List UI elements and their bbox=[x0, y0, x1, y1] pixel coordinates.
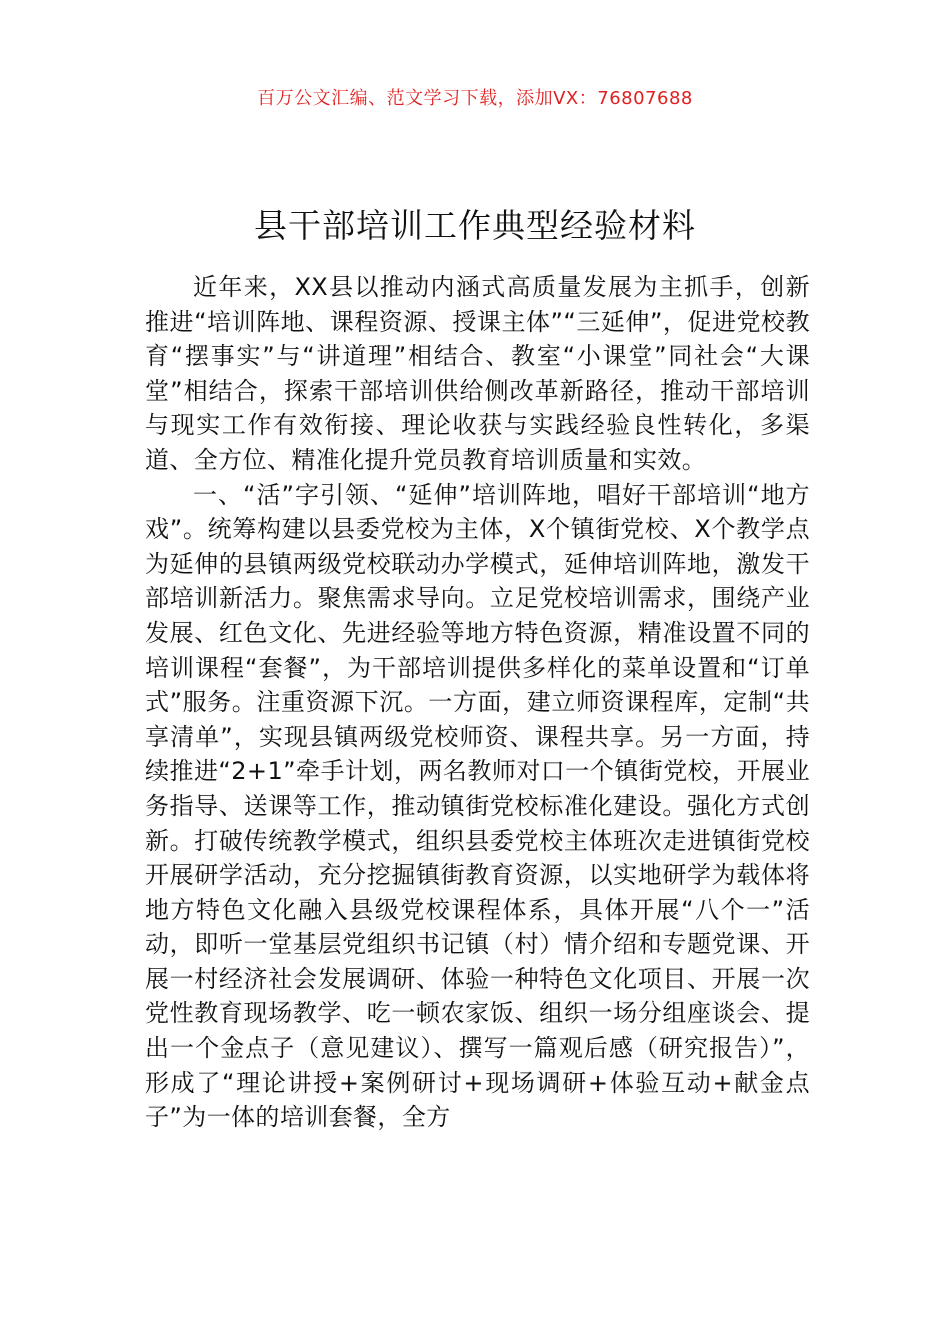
paragraph-intro: 近年来，XX县以推动内涵式高质量发展为主抓手，创新推进“培训阵地、课程资源、授课主体”“三延伸”，促进党校教育“摆事实”与“讲道理”相结合、教室“小课堂”同社会“大课堂”相结合，探索干部培训供给侧改革新路径，推动干部培训与现实工作有效衔接、理论收获与实践经验良性转化，多渠道、全方位、精准化提升党员教育培训质量和实效。 bbox=[145, 273, 810, 474]
document-body bbox=[145, 270, 810, 1135]
header-note: 百万公文汇编、范文学习下载，添加VX：76807688 bbox=[257, 88, 693, 109]
paragraph-section-one: 一、“活”字引领、“延伸”培训阵地，唱好干部培训“地方戏”。统筹构建以县委党校为主体，X个镇街党校、X个教学点为延伸的县镇两级党校联动办学模式，延伸培训阵地，激发干部培训新活力。聚焦需求导向。立足党校培训需求，围绕产业发展、红色文化、先进经验等地方特色资源，精准设置不同的培训课程“套餐”，为干部培训提供多样化的菜单设置和“订单式”服务。注重资源下沉。一方面，建立师资课程库，定制“共享清单”，实现县镇两级党校师资、课程共享。另一方面，持续推进“2+1”牵手计划，两名教师对口一个镇街党校，开展业务指导、送课等工作，推动镇街党校标准化建设。强化方式创新。打破传统教学模式，组织县委党校主体班次走进镇街党校开展研学活动，充分挖掘镇街教育资源，以实地研学为载体将地方特色文化融入县级党校课程体系，具体开展“八个一”活动，即听一堂基层党组织书记镇（村）情介绍和专题党课、开展一村经济社会发展调研、体验一种特色文化项目、开展一次党性教育现场教学、吃一顿农家饭、组织一场分组座谈会、提出一个金点子（意见建议）、撰写一篇观后感（研究报告）”，形成了“理论讲授+案例研讨+现场调研+体验互动+献金点子”为一体的培训套餐，全方 bbox=[145, 480, 810, 1132]
page-title: 县干部培训工作典型经验材料 bbox=[254, 206, 696, 246]
